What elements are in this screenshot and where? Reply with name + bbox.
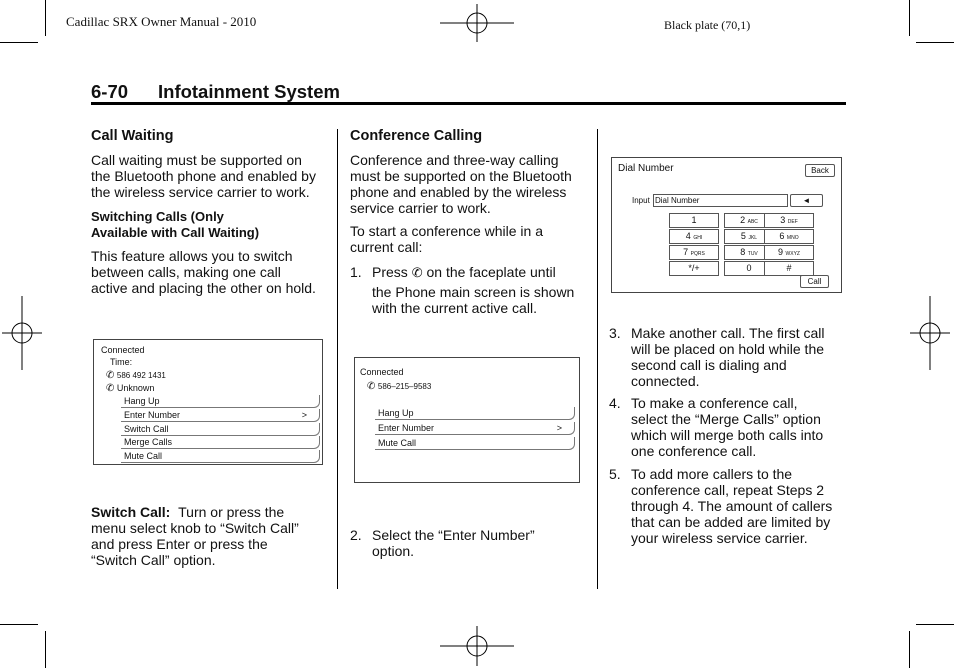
dial-number-title: Dial Number — [618, 163, 674, 174]
screen-number: ✆ 586–215–9583 — [367, 381, 432, 392]
menu-enter-number[interactable]: Enter Number > — [121, 409, 320, 422]
menu-enter-number[interactable]: Enter Number > — [375, 422, 575, 435]
crop-mark-bottom-left-v — [45, 631, 46, 668]
phone-handset-icon: ✆ — [106, 383, 115, 394]
input-label: Input — [632, 196, 650, 205]
menu-hang-up[interactable]: Hang Up — [375, 407, 575, 420]
call-waiting-screen — [93, 339, 323, 465]
section-title: Infotainment System — [158, 81, 340, 102]
column-divider-1 — [337, 129, 338, 589]
key-0[interactable]: 0 — [724, 261, 774, 276]
plate-info: Black plate (70,1) — [664, 18, 751, 32]
step-4: 4. To make a conference call, select the “Merge Calls” option which will merge both calls into one conference call. — [609, 395, 824, 459]
key-8[interactable]: 8 TUV — [724, 245, 774, 260]
key-9[interactable]: 9 WXYZ — [764, 245, 814, 260]
screen-status: Connected — [360, 367, 404, 377]
phone-icon: ✆ — [106, 370, 115, 381]
call-waiting-paragraph: Call waiting must be supported on the Bluetooth phone and enabled by the wireless service carrier to work. — [91, 152, 316, 200]
call-waiting-heading: Call Waiting — [91, 128, 174, 144]
key-1[interactable]: 1 — [669, 213, 719, 228]
crop-mark-bottom-right-v — [909, 631, 910, 668]
screen-line-1: ✆ 586 492 1431 — [106, 370, 166, 381]
conference-intro: To start a conference while in a current call: — [350, 223, 543, 255]
chevron-right-icon: > — [556, 423, 562, 433]
header-rule — [91, 102, 846, 105]
crop-mark-bottom-left-h — [0, 624, 38, 625]
switch-call-label: Switch Call: — [91, 504, 171, 520]
phone-button-icon: ✆ — [411, 265, 423, 280]
dial-input-field[interactable]: Dial Number — [653, 194, 788, 207]
screen-time-label: Time: — [110, 357, 133, 367]
menu-mute-call[interactable]: Mute Call — [375, 437, 575, 450]
back-button[interactable]: Back — [805, 164, 835, 177]
key-2[interactable]: 2 ABC — [724, 213, 774, 228]
switching-calls-paragraph: This feature allows you to switch between calls, making one call active and placing the other on hold. — [91, 248, 316, 296]
registration-mark-left — [2, 296, 42, 370]
key-4[interactable]: 4 GHI — [669, 229, 719, 244]
manual-title: Cadillac SRX Owner Manual - 2010 — [66, 14, 257, 29]
crop-mark-top-left-h — [0, 42, 38, 43]
key-3[interactable]: 3 DEF — [764, 213, 814, 228]
menu-mute-call[interactable]: Mute Call — [121, 450, 320, 463]
dial-number-screen — [611, 157, 842, 293]
conference-paragraph: Conference and three-way calling must be supported on the Bluetooth phone and enabled by the wireless service carrier to work. — [350, 152, 572, 216]
crop-mark-top-left-v — [45, 0, 46, 36]
key-star-plus[interactable]: */+ — [669, 261, 719, 276]
crop-mark-top-right-v — [909, 0, 910, 36]
key-hash[interactable]: # — [764, 261, 814, 276]
step-3: 3. Make another call. The first call will be placed on hold while the second call is dialing and connected. — [609, 325, 825, 389]
menu-merge-calls[interactable]: Merge Calls — [121, 436, 320, 449]
page-number: 6-70 — [91, 81, 129, 102]
key-5[interactable]: 5 JKL — [724, 229, 774, 244]
key-7[interactable]: 7 PQRS — [669, 245, 719, 260]
registration-mark-right — [910, 296, 950, 370]
crop-mark-bottom-right-h — [916, 624, 954, 625]
step-5: 5. To add more callers to the conference call, repeat Steps 2 through 4. The amount of callers that can be added are limited by your wireless service carrier. — [609, 466, 833, 546]
active-call-screen — [354, 357, 580, 483]
menu-hang-up[interactable]: Hang Up — [121, 395, 320, 408]
step-2: 2. Select the “Enter Number” option. — [350, 527, 535, 559]
column-divider-2 — [597, 129, 598, 589]
key-6[interactable]: 6 MNO — [764, 229, 814, 244]
registration-mark-top — [440, 4, 514, 42]
conference-calling-heading: Conference Calling — [350, 128, 483, 144]
crop-mark-top-right-h — [916, 42, 954, 43]
phone-icon: ✆ — [367, 381, 376, 392]
call-button[interactable]: Call — [800, 275, 829, 288]
registration-mark-bottom — [440, 626, 514, 666]
chevron-right-icon: > — [301, 410, 307, 420]
backspace-button[interactable] — [790, 194, 823, 207]
menu-switch-call[interactable]: Switch Call — [121, 423, 320, 436]
switching-calls-subheading: Switching Calls (Only Available with Call Waiting) — [91, 209, 260, 240]
switch-call-paragraph: Switch Call: Turn or press the menu select knob to “Switch Call” and press Enter or press the “Switch Call” option. — [91, 504, 299, 568]
screen-line-2: ✆ Unknown — [106, 383, 155, 394]
backspace-arrow-icon: ◄ — [802, 196, 811, 205]
screen-status: Connected — [101, 345, 145, 355]
step-1: 1. Press ✆ on the faceplate until the Phone main screen is shown with the current active call. — [350, 264, 575, 316]
